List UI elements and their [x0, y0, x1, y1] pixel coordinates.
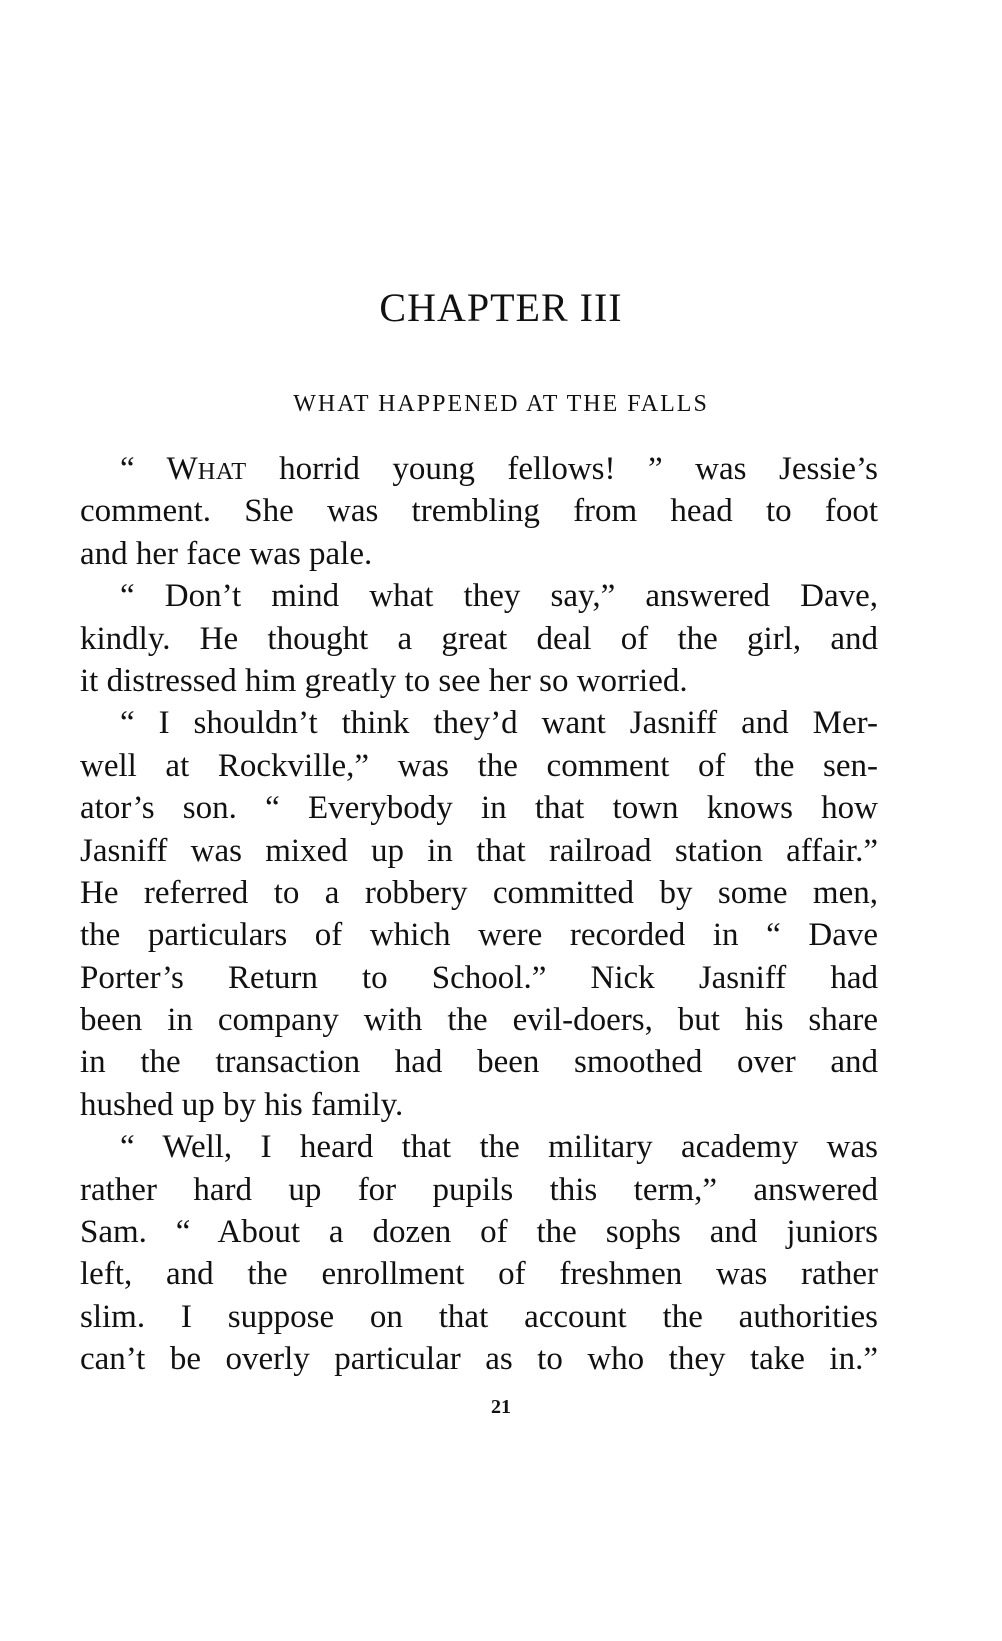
- text-line: it distressed him greatly to see her so worried.: [80, 662, 688, 699]
- chapter-title: CHAPTER III: [379, 285, 623, 330]
- opening-quote: “ W: [120, 451, 198, 487]
- text-line: the particulars of which were recorded in “ Dave: [80, 917, 878, 954]
- text-line: slim. I suppose on that account the authorities: [80, 1298, 878, 1335]
- text-line: and her face was pale.: [80, 535, 373, 572]
- text-line: can’t be overly particular as to who they take in.”: [80, 1341, 878, 1378]
- chapter-subtitle: WHAT HAPPENED AT THE FALLS: [293, 391, 709, 417]
- text-line: kindly. He thought a great deal of the girl, and: [80, 620, 878, 657]
- text-line: Sam. “ About a dozen of the sophs and juniors: [80, 1214, 878, 1251]
- body-text: [80, 448, 878, 1381]
- text-line: ator’s son. “ Everybody in that town knows how: [80, 790, 878, 827]
- text-line: He referred to a robbery committed by some men,: [80, 874, 878, 911]
- text-line: Jasniff was mixed up in that railroad station affair.”: [80, 832, 878, 869]
- text-line: [80, 448, 878, 490]
- text-line: well at Rockville,” was the comment of the sen-: [80, 747, 878, 784]
- text-line: rather hard up for pupils this term,” answered: [80, 1171, 878, 1208]
- text-line: been in company with the evil-doers, but his share: [80, 1002, 878, 1039]
- small-caps-word: HAT: [197, 458, 247, 485]
- text-line: comment. She was trembling from head to foot: [80, 493, 878, 530]
- text-line: left, and the enrollment of freshmen was rather: [80, 1256, 878, 1293]
- page-number: 21: [491, 1396, 511, 1418]
- text-line: Porter’s Return to School.” Nick Jasniff had: [80, 959, 878, 996]
- text-line: in the transaction had been smoothed over and: [80, 1044, 878, 1081]
- text-line: “ Don’t mind what they say,” answered Dave,: [120, 578, 878, 615]
- text-line: hushed up by his family.: [80, 1086, 404, 1123]
- text-line: “ I shouldn’t think they’d want Jasniff and Mer-: [120, 705, 878, 742]
- first-line-rest: horrid young fellows! ” was Jessie’s: [246, 451, 878, 487]
- text-line: “ Well, I heard that the military academy was: [120, 1129, 878, 1166]
